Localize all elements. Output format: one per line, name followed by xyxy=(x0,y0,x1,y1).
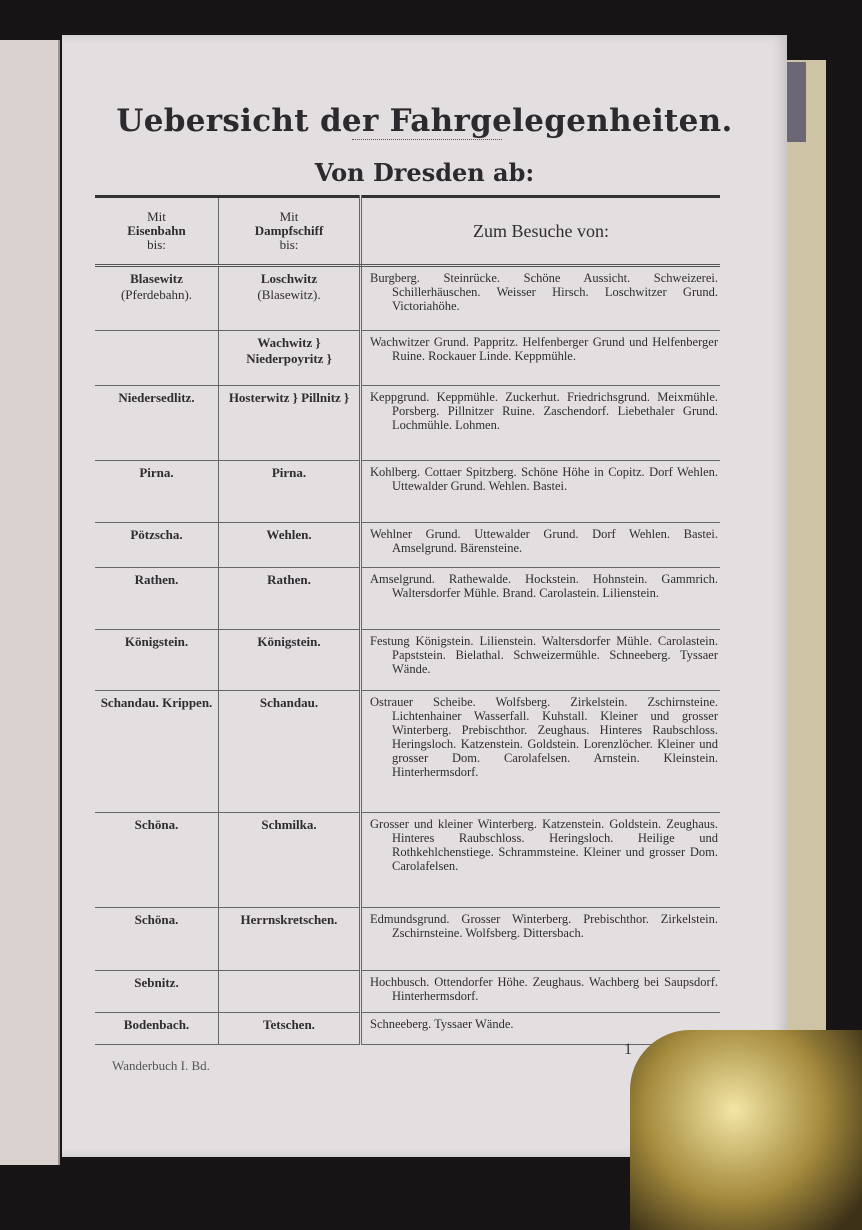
rail-destination xyxy=(95,971,219,1013)
ship-station: Loschwitz xyxy=(260,271,318,286)
sights-list: Wehlner Grund. Uttewalder Grund. Dorf Wehlen. Bastei. Amselgrund. Bärensteine. xyxy=(361,523,721,568)
sights-list: Keppgrund. Keppmühle. Zuckerhut. Friedrichsgrund. Meixmühle. Porsberg. Pillnitzer Ruine. Zaschendorf. Liebethaler Grund. Lochmühle. Lohmen. xyxy=(361,386,721,461)
rail-station: Rathen. xyxy=(134,572,179,587)
ship-destination xyxy=(219,568,361,630)
ship-station: Wachwitz } Niederpoyritz } xyxy=(246,335,332,366)
ship-destination xyxy=(219,266,361,331)
rail-station: Bodenbach. xyxy=(123,1017,190,1032)
table-row xyxy=(95,971,720,1013)
table-row xyxy=(95,908,720,971)
ship-station: Hosterwitz } Pillnitz } xyxy=(228,390,350,405)
table-row xyxy=(95,523,720,568)
sights-list: Amselgrund. Rathewalde. Hockstein. Hohnstein. Gammrich. Waltersdorfer Mühle. Brand. Carolastein. Lilienstein. xyxy=(361,568,721,630)
table-row xyxy=(95,630,720,691)
rail-destination xyxy=(95,386,219,461)
ship-destination xyxy=(219,813,361,908)
page-number: 1 xyxy=(624,1041,632,1058)
rail-destination xyxy=(95,908,219,971)
rail-station: Pirna. xyxy=(139,465,174,480)
rail-station: Königstein. xyxy=(124,634,189,649)
header-ship: Mit Dampfschiff bis: xyxy=(219,197,361,266)
ship-note: (Blasewitz). xyxy=(257,287,321,302)
table-row xyxy=(95,386,720,461)
rail-destination xyxy=(95,691,219,813)
brass-paperweight xyxy=(630,1030,862,1230)
ship-destination xyxy=(219,908,361,971)
rail-station: Schöna. xyxy=(134,912,179,927)
sights-list: Grosser und kleiner Winterberg. Katzenstein. Goldstein. Zeughaus. Hinteres Raubschloss. Heringsloch. Heilige und Rothkehlchenstiege. Schrammsteine. Kleiner und grosser Dom. Carolafelsen. xyxy=(361,813,721,908)
ship-station: Herrnskretschen. xyxy=(240,912,338,927)
sights-list: Burgberg. Steinrücke. Schöne Aussicht. Schweizerei. Schillerhäuschen. Weisser Hirsch. Loschwitzer Grund. Victoriahöhe. xyxy=(361,266,721,331)
table-row xyxy=(95,691,720,813)
ship-station: Tetschen. xyxy=(263,1017,315,1032)
ornament-divider xyxy=(352,139,502,143)
rail-note: (Pferdebahn). xyxy=(120,287,193,302)
rail-station: Schöna. xyxy=(134,817,179,832)
header-rail: Mit Eisenbahn bis: xyxy=(95,197,219,266)
table-row xyxy=(95,331,720,386)
rail-destination xyxy=(95,568,219,630)
ship-destination xyxy=(219,691,361,813)
connections-table xyxy=(95,195,720,1045)
rail-station: Blasewitz xyxy=(130,271,183,286)
rail-station: Schandau. Krippen. xyxy=(100,695,213,710)
rail-destination xyxy=(95,331,219,386)
table-row xyxy=(95,568,720,630)
facing-page-edge xyxy=(0,40,60,1165)
sights-list: Wachwitzer Grund. Pappritz. Helfenberger Grund und Helfenberger Ruine. Rockauer Linde. Keppmühle. xyxy=(361,331,721,386)
rail-destination xyxy=(95,630,219,691)
sights-list: Schneeberg. Tyssaer Wände. xyxy=(361,1013,721,1045)
ship-station: Königstein. xyxy=(257,634,321,649)
table-header xyxy=(95,197,720,266)
sights-list: Ostrauer Scheibe. Wolfsberg. Zirkelstein. Zschirnsteine. Lichtenhainer Wasserfall. Kuhstall. Kleiner und grosser Winterberg. Prebischthor. Zeughaus. Hinteres Raubschloss. Heringsloch. Katzenstein. Goldstein. Lorenzlöcher. Kleiner und grosser Dom. Carolafelsen. Arnstein. Kleinstein. Hinterhermsdorf. xyxy=(361,691,721,813)
ship-station: Rathen. xyxy=(267,572,311,587)
page-subtitle: Von Dresden ab: xyxy=(314,158,535,187)
ship-destination xyxy=(219,1013,361,1045)
rail-destination xyxy=(95,813,219,908)
ship-destination xyxy=(219,461,361,523)
sights-list: Edmundsgrund. Grosser Winterberg. Prebischthor. Zirkelstein. Zschirnsteine. Wolfsberg. Dittersbach. xyxy=(361,908,721,971)
sights-list: Hochbusch. Ottendorfer Höhe. Zeughaus. Wachberg bei Saupsdorf. Hinterhermsdorf. xyxy=(361,971,721,1013)
ship-station: Wehlen. xyxy=(266,527,312,542)
rail-destination xyxy=(95,266,219,331)
ship-destination xyxy=(219,523,361,568)
sights-list: Festung Königstein. Lilienstein. Waltersdorfer Mühle. Carolastein. Papststein. Bielathal. Schweizermühle. Schneeberg. Tyssaer Wände. xyxy=(361,630,721,691)
rail-station: Pötzscha. xyxy=(130,527,183,542)
table-row xyxy=(95,1013,720,1045)
rail-station: Niedersedlitz. xyxy=(118,390,195,405)
rail-destination xyxy=(95,461,219,523)
ship-destination xyxy=(219,386,361,461)
table-row xyxy=(95,266,720,331)
table-row xyxy=(95,461,720,523)
ship-station: Schandau. xyxy=(259,695,319,710)
rail-destination xyxy=(95,1013,219,1045)
header-visit: Zum Besuche von: xyxy=(361,197,721,266)
ship-destination xyxy=(219,971,361,1013)
ship-station: Pirna. xyxy=(271,465,307,480)
rail-destination xyxy=(95,523,219,568)
page-title: Uebersicht der Fahrgelegenheiten. xyxy=(116,103,733,139)
rail-station: Sebnitz. xyxy=(134,975,179,990)
book-page xyxy=(62,35,787,1157)
ship-station: Schmilka. xyxy=(261,817,317,832)
table-row xyxy=(95,813,720,908)
sights-list: Kohlberg. Cottaer Spitzberg. Schöne Höhe in Copitz. Dorf Wehlen. Uttewalder Grund. Wehlen. Bastei. xyxy=(361,461,721,523)
ship-destination xyxy=(219,331,361,386)
ship-destination xyxy=(219,630,361,691)
page-footer: Wanderbuch I. Bd. xyxy=(112,1058,210,1073)
